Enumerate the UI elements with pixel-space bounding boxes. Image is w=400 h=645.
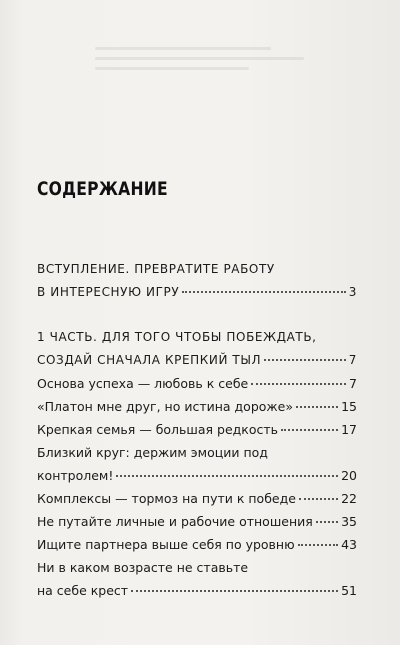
toc-entry-text: 1 ЧАСТЬ. ДЛЯ ТОГО ЧТОБЫ ПОБЕЖДАТЬ,	[37, 330, 317, 344]
toc-entry-text: на себе крест	[37, 583, 129, 598]
toc-entry	[37, 441, 357, 487]
bleed-through-text	[95, 40, 315, 76]
dot-leader	[116, 475, 338, 477]
page-title: СОДЕРЖАНИЕ	[37, 178, 168, 200]
toc-entry-text: Крепкая семья — большая редкость	[37, 422, 278, 437]
toc-entry-text: Комплексы — тормоз на пути к победе	[37, 491, 296, 506]
toc-entry	[37, 533, 357, 556]
toc-entry-text: Основа успеха — любовь к себе	[37, 376, 249, 391]
page-number: 35	[341, 514, 357, 529]
toc-entry	[37, 556, 357, 602]
toc-entry	[37, 372, 357, 395]
toc-entry-text: ВСТУПЛЕНИЕ. ПРЕВРАТИТЕ РАБОТУ	[37, 262, 275, 276]
toc-entry	[37, 395, 357, 418]
dot-leader	[264, 359, 346, 361]
page-number: 7	[348, 353, 357, 367]
toc-entry-text: Не путайте личные и рабочие отношения	[37, 514, 313, 529]
dot-leader	[316, 521, 338, 523]
page-number: 43	[341, 537, 357, 552]
toc-entry-part-1	[37, 326, 357, 372]
toc-entry-text: Ни в каком возрасте не ставьте	[37, 560, 249, 575]
page-number: 15	[341, 399, 357, 414]
dot-leader	[251, 383, 346, 385]
toc-entry-text: контролем!	[37, 468, 114, 483]
toc-entry-text: В ИНТЕРЕСНУЮ ИГРУ	[37, 285, 180, 299]
page-number: 20	[341, 468, 357, 483]
table-of-contents	[37, 258, 357, 602]
toc-entry-text: «Платон мне друг, но истина дороже»	[37, 399, 293, 414]
dot-leader	[299, 498, 338, 500]
toc-entry-text: Ищите партнера выше себя по уровню	[37, 537, 295, 552]
page-number: 17	[341, 422, 357, 437]
page-number: 3	[348, 285, 357, 299]
dot-leader	[296, 406, 338, 408]
toc-entry-text: СОЗДАЙ СНАЧАЛА КРЕПКИЙ ТЫЛ	[37, 353, 262, 367]
dot-leader	[182, 291, 345, 293]
toc-entry	[37, 418, 357, 441]
dot-leader	[131, 590, 338, 592]
page-number: 51	[341, 583, 357, 598]
dot-leader	[281, 429, 338, 431]
dot-leader	[298, 544, 338, 546]
toc-entry-introduction	[37, 258, 357, 304]
page-number: 22	[341, 491, 357, 506]
toc-entry-text: Близкий круг: держим эмоции под	[37, 445, 268, 460]
toc-entry	[37, 487, 357, 510]
page-number: 7	[349, 376, 357, 391]
toc-entry	[37, 510, 357, 533]
